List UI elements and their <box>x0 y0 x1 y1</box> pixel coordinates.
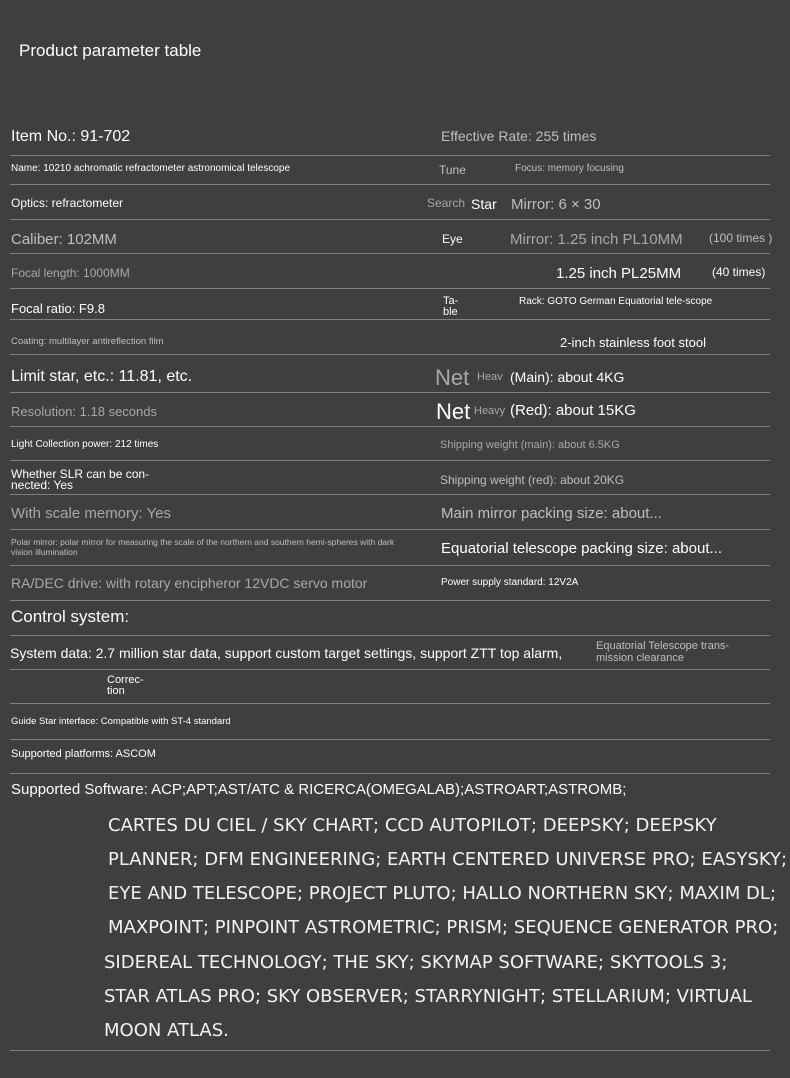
heavy-label-1: Heav <box>477 371 503 383</box>
caliber: Caliber: 102MM <box>11 231 117 248</box>
effective-rate: Effective Rate: 255 times <box>441 128 597 144</box>
row-divider <box>10 635 770 636</box>
row-divider <box>10 155 770 156</box>
shipping-weight-main: Shipping weight (main): about 6.5KG <box>440 439 620 451</box>
row-divider <box>10 739 770 740</box>
net-weight-main: (Main): about 4KG <box>510 369 625 385</box>
row-divider <box>10 392 770 393</box>
row-divider <box>10 565 770 566</box>
supported-software-label: Supported Software: ACP;APT;AST/ATC & RICERCA(OMEGALAB);ASTROART;ASTROMB; <box>11 781 627 798</box>
row-divider <box>10 184 770 185</box>
slr-connection: Whether SLR can be con-nected: Yes <box>11 467 150 492</box>
software-line: EYE AND TELESCOPE; PROJECT PLUTO; HALLO NORTHERN SKY; MAXIM DL; <box>108 883 777 904</box>
table-label: Ta-ble <box>443 295 459 318</box>
row-divider <box>10 773 770 774</box>
row-divider <box>10 253 770 254</box>
resolution: Resolution: 1.18 seconds <box>11 404 157 419</box>
software-line: STAR ATLAS PRO; SKY OBSERVER; STARRYNIGHT; STELLARIUM; VIRTUAL <box>104 986 752 1007</box>
magnification-40: (40 times) <box>712 265 766 279</box>
magnification-100: (100 times ) <box>709 231 773 245</box>
software-line: MAXPOINT; PINPOINT ASTROMETRIC; PRISM; SEQUENCE GENERATOR PRO; <box>108 917 779 938</box>
page-title: Product parameter table <box>19 41 202 60</box>
net-label-2: Net <box>436 399 471 424</box>
equatorial-packing: Equatorial telescope packing size: about... <box>441 540 723 557</box>
system-data: System data: 2.7 million star data, support custom target settings, support ZTT top alarm, <box>10 645 563 661</box>
light-collection: Light Collection power: 212 times <box>11 439 159 450</box>
software-line: SIDEREAL TECHNOLOGY; THE SKY; SKYMAP SOFTWARE; SKYTOOLS 3; <box>104 952 728 973</box>
product-name: Name: 10210 achromatic refractometer astronomical telescope <box>11 163 291 174</box>
eye-label: Eye <box>442 232 463 246</box>
row-divider <box>10 1050 770 1051</box>
scale-memory: With scale memory: Yes <box>11 505 172 522</box>
focal-length: Focal length: 1000MM <box>11 266 130 280</box>
row-divider <box>10 703 770 704</box>
rack: Rack: GOTO German Equatorial tele-scope <box>519 296 713 307</box>
software-line: MOON ATLAS. <box>104 1020 229 1041</box>
tune-label: Tune <box>439 163 466 177</box>
supported-platforms: Supported platforms: ASCOM <box>11 748 156 760</box>
correction-label: Correc-tion <box>107 674 144 697</box>
heavy-label-2: Heavy <box>474 405 506 417</box>
limit-star: Limit star, etc.: 11.81, etc. <box>11 368 193 385</box>
focal-ratio: Focal ratio: F9.8 <box>11 301 105 316</box>
main-mirror-packing: Main mirror packing size: about... <box>441 505 662 522</box>
software-line: CARTES DU CIEL / SKY CHART; CCD AUTOPILOT; DEEPSKY; DEEPSKY <box>108 815 717 836</box>
row-divider <box>10 460 770 461</box>
finder-mirror: Mirror: 6 × 30 <box>511 196 601 213</box>
item-number: Item No.: 91-702 <box>11 128 131 145</box>
radec-drive: RA/DEC drive: with rotary encipheror 12VDC servo motor <box>11 575 368 591</box>
polar-mirror: Polar mirror: polar mirror for measuring the scale of the northern and southern hemi-spheres with dark vision illumination <box>11 537 395 557</box>
row-divider <box>10 319 770 320</box>
guide-star-interface: Guide Star interface: Compatible with ST-4 standard <box>11 716 231 727</box>
coating: Coating: multilayer antireflection film <box>11 336 164 347</box>
control-system-heading: Control system: <box>11 607 130 626</box>
shipping-weight-red: Shipping weight (red): about 20KG <box>440 473 625 487</box>
net-label-1: Net <box>435 365 470 390</box>
row-divider <box>10 354 770 355</box>
row-divider <box>10 219 770 220</box>
star-label: Star <box>471 196 497 212</box>
row-divider <box>10 600 770 601</box>
foot-stool: 2-inch stainless foot stool <box>560 335 706 350</box>
optics: Optics: refractometer <box>11 196 124 210</box>
row-divider <box>10 426 770 427</box>
power-supply: Power supply standard: 12V2A <box>441 577 579 588</box>
focus-value: Focus: memory focusing <box>515 163 624 174</box>
row-divider <box>10 288 770 289</box>
net-weight-red: (Red): about 15KG <box>510 402 636 419</box>
row-divider <box>10 494 770 495</box>
row-divider <box>10 669 770 670</box>
eyepiece-25mm: 1.25 inch PL25MM <box>556 265 682 282</box>
eyepiece-mirror: Mirror: 1.25 inch PL10MM <box>510 231 683 248</box>
search-label: Search <box>427 196 466 210</box>
row-divider <box>10 529 770 530</box>
transmission-clearance: Equatorial Telescope trans-mission clearance <box>596 640 730 664</box>
software-line: PLANNER; DFM ENGINEERING; EARTH CENTERED UNIVERSE PRO; EASYSKY; <box>108 849 788 870</box>
